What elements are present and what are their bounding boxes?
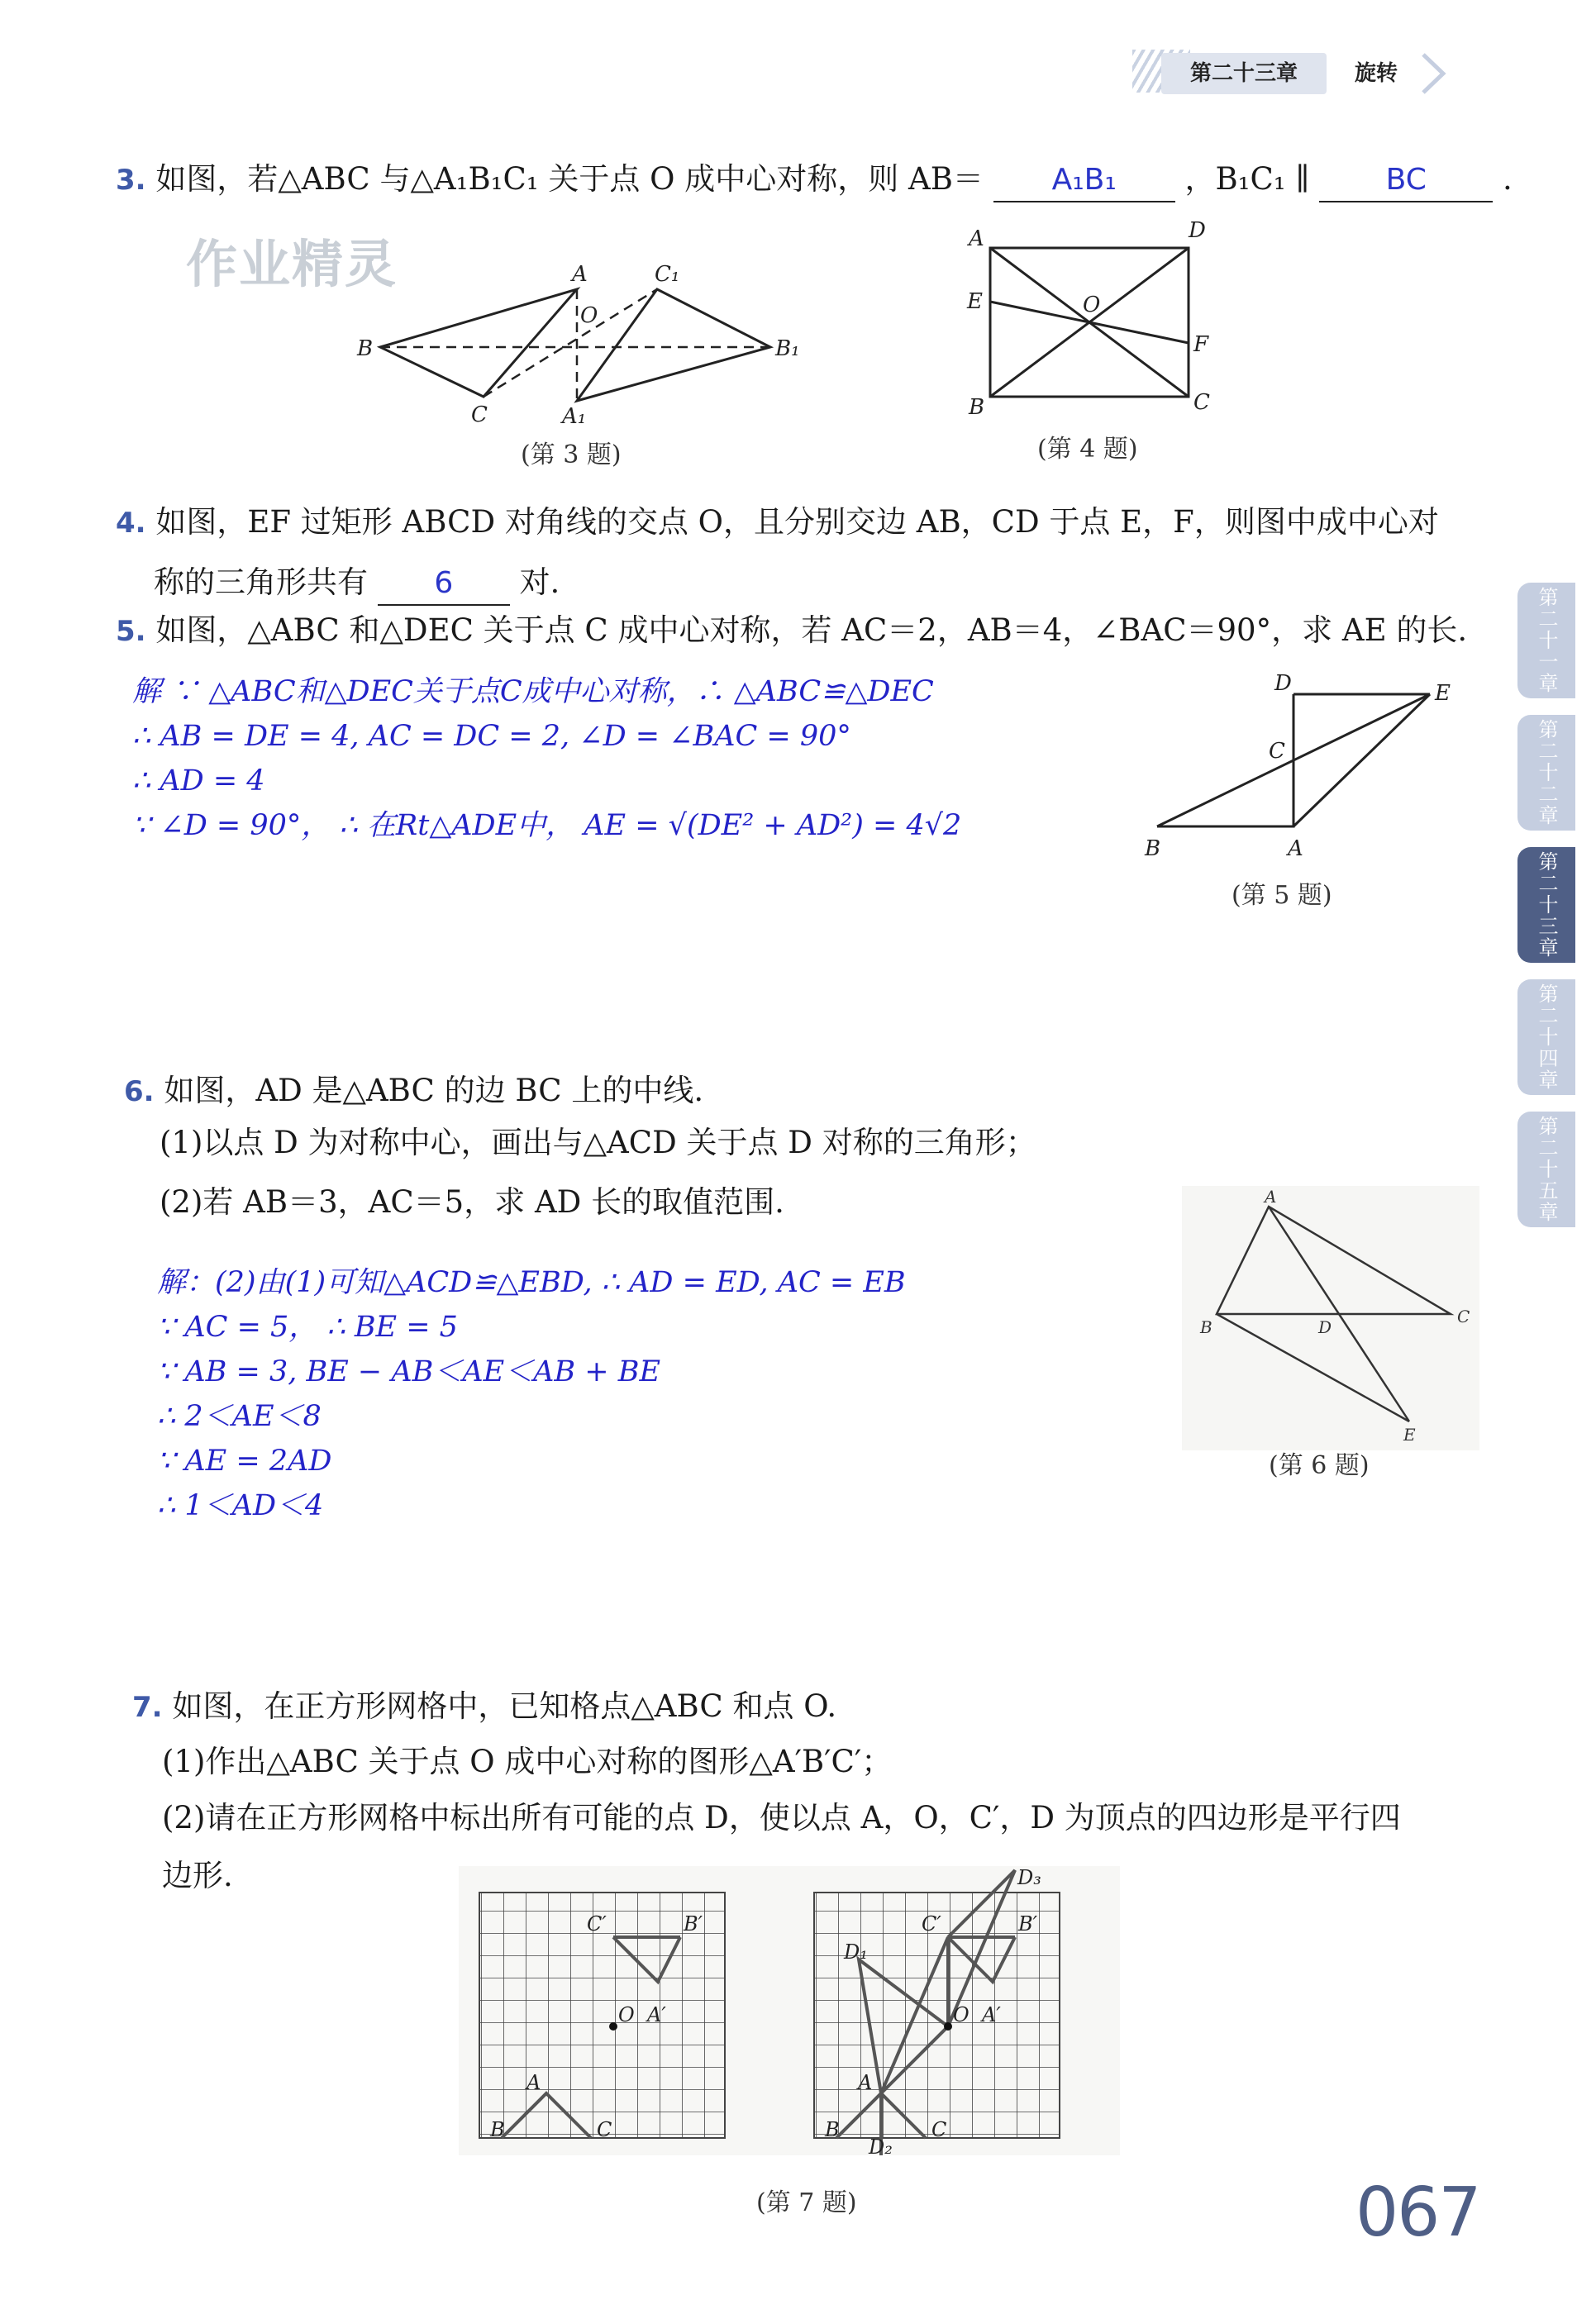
figure-6 <box>1182 1186 1479 1450</box>
fig3-label-A: A <box>572 262 588 287</box>
question-6-text: 如图，AD 是△ABC 的边 BC 上的中线. <box>164 1073 704 1108</box>
q6-solution-line-4: ∴ 2＜AE＜8 <box>157 1400 322 1433</box>
question-4-text-2b: 对. <box>519 564 560 600</box>
q5-solution-line-2: ∴ AB = DE = 4, AC = DC = 2, ∠D = ∠BAC = 90° <box>132 720 851 753</box>
fig5-label-A: A <box>1288 836 1303 861</box>
page-number: 067 <box>1355 2174 1480 2252</box>
fig7a-label-B: B <box>490 2118 505 2141</box>
fig7b-label-C-prime: C′ <box>922 1912 941 1935</box>
figure-5 <box>1132 665 1463 872</box>
fig7b-label-D2: D₂ <box>869 2135 893 2155</box>
question-6-part1: (1)以点 D 为对称中心，画出与△ACD 关于点 D 对称的三角形； <box>160 1125 1036 1160</box>
fig3-label-A1: A₁ <box>562 404 587 429</box>
question-3-text-b: ，B₁C₁ ∥ <box>1184 161 1310 197</box>
watermark-logo: 作业精灵 <box>186 234 398 294</box>
question-7-part2: (2)请在正方形网格中标出所有可能的点 D，使以点 A，O，C′，D 为顶点的四边形是平行四 <box>162 1800 1401 1835</box>
side-tab-ch23[interactable]: 第二十三章 <box>1517 847 1575 963</box>
grid-right <box>814 1866 1060 2155</box>
q5-solution-line-1: 解 ∵ △ABC和△DEC关于点C成中心对称，∴ △ABC≌△DEC <box>132 675 934 708</box>
fig5-label-E: E <box>1435 681 1451 706</box>
fig7b-label-C: C <box>931 2118 947 2141</box>
caption-fig3: (第 3 题) <box>521 440 622 469</box>
caption-fig6: (第 6 题) <box>1269 1451 1370 1480</box>
fig7b-label-A: A <box>858 2071 873 2094</box>
fig4-label-D: D <box>1189 218 1206 243</box>
fig6-label-B: B <box>1200 1317 1212 1337</box>
caption-fig7: (第 7 题) <box>756 2188 857 2217</box>
figure-7 <box>459 1866 1120 2155</box>
fig7a-label-A: A <box>526 2071 541 2094</box>
q6-solution-line-1: 解：(2)由(1)可知△ACD≌△EBD, ∴ AD = ED, AC = EB <box>157 1266 906 1299</box>
question-5-text: 如图，△ABC 和△DEC 关于点 C 成中心对称，若 AC＝2，AB＝4，∠BAC＝90°，求 AE 的长. <box>155 612 1468 648</box>
fig4-label-O: O <box>1083 293 1101 317</box>
chapter-label: 第二十三章 <box>1161 53 1327 94</box>
question-7-text: 如图，在正方形网格中，已知格点△ABC 和点 O. <box>172 1688 837 1724</box>
fig7a-label-O: O <box>618 2003 635 2026</box>
side-tab-ch24[interactable]: 第二十四章 <box>1517 979 1575 1095</box>
question-4-blank <box>378 562 510 606</box>
q5-solution-line-3: ∴ AD = 4 <box>132 764 265 798</box>
fig7b-label-D3: D₃ <box>1017 1866 1041 1889</box>
question-7-part2b: 边形. <box>162 1858 233 1893</box>
fig4-label-B: B <box>969 395 985 420</box>
question-7-part1: (1)作出△ABC 关于点 O 成中心对称的图形△A′B′C′； <box>162 1744 893 1779</box>
fig5-label-C: C <box>1269 739 1285 764</box>
question-5-number: 5. <box>116 615 146 648</box>
fig7a-label-B-prime: B′ <box>684 1912 703 1935</box>
grid-left <box>479 1893 725 2141</box>
question-3-blank-1 <box>993 159 1175 202</box>
fig7b-label-B: B <box>825 2118 840 2141</box>
side-tab-ch22[interactable]: 第二十二章 <box>1517 715 1575 831</box>
question-3-answer-1: A₁B₁ <box>1051 163 1117 197</box>
fig3-label-O: O <box>580 303 598 328</box>
question-4-line1: 如图，EF 过矩形 ABCD 对角线的交点 O，且分别交边 AB，CD 于点 E，F，则图中成中心对 <box>155 504 1439 540</box>
question-3-blank-2 <box>1319 159 1493 202</box>
question-3-answer-2: BC <box>1385 163 1427 197</box>
fig6-label-E: E <box>1403 1425 1416 1445</box>
fig6-label-D: D <box>1318 1317 1332 1337</box>
fig5-label-B: B <box>1145 836 1161 861</box>
fig7b-label-B-prime: B′ <box>1018 1912 1038 1935</box>
question-4-answer: 6 <box>434 566 454 600</box>
q6-solution-line-5: ∵ AE = 2AD <box>157 1445 332 1478</box>
fig4-label-C: C <box>1193 390 1210 415</box>
question-5 <box>116 610 1467 652</box>
question-4 <box>116 502 1439 544</box>
question-3-number: 3. <box>116 164 146 197</box>
caption-fig5: (第 5 题) <box>1232 881 1332 910</box>
section-label: 旋转 <box>1343 53 1446 94</box>
caption-fig4: (第 4 题) <box>1037 435 1138 464</box>
fig4-label-E: E <box>967 289 983 314</box>
question-7-number: 7. <box>132 1691 163 1724</box>
fig3-label-B: B <box>357 336 374 361</box>
fig7b-label-D1: D₁ <box>844 1940 868 1964</box>
question-6-number: 6. <box>124 1075 155 1108</box>
q5-solution-line-4: ∵ ∠D = 90°， ∴ 在Rt△ADE中， AE = √(DE² + AD²) = 4√2 <box>132 809 962 842</box>
side-tab-ch25[interactable]: 第二十五章 <box>1517 1112 1575 1227</box>
question-3 <box>116 159 1513 202</box>
question-5-solution <box>132 669 961 848</box>
side-tab-ch21[interactable]: 第二十一章 <box>1517 583 1575 698</box>
question-6-part2: (2)若 AB＝3，AC＝5，求 AD 长的取值范围. <box>160 1184 784 1220</box>
question-3-text: 如图，若△ABC 与△A₁B₁C₁ 关于点 O 成中心对称，则 AB＝ <box>155 161 984 197</box>
q6-solution-line-2: ∵ AC = 5， ∴ BE = 5 <box>157 1311 458 1344</box>
fig7a-label-A-prime: A′ <box>647 2003 666 2026</box>
q6-solution-line-6: ∴ 1＜AD＜4 <box>157 1489 324 1522</box>
question-4-line2 <box>154 562 560 606</box>
fig3-label-C: C <box>471 402 488 427</box>
fig7a-label-C: C <box>597 2118 612 2141</box>
figure-4 <box>959 211 1232 426</box>
fig6-label-A: A <box>1265 1187 1277 1207</box>
question-4-number: 4. <box>116 507 146 540</box>
fig7b-label-A-prime: A′ <box>982 2003 1001 2026</box>
question-7 <box>132 1686 836 1728</box>
fig4-label-F: F <box>1193 332 1209 357</box>
fig4-label-A: A <box>969 226 984 251</box>
question-4-text-2a: 称的三角形共有 <box>154 564 368 600</box>
fig3-label-C1: C₁ <box>655 262 680 287</box>
question-3-text-c: . <box>1503 161 1513 197</box>
fig6-label-C: C <box>1457 1307 1470 1326</box>
question-6-solution <box>157 1260 906 1528</box>
fig7b-label-O: O <box>953 2003 970 2026</box>
fig7a-label-C-prime: C′ <box>587 1912 607 1935</box>
fig3-label-B1: B₁ <box>775 336 800 361</box>
chevron-right-icon <box>1422 53 1446 94</box>
figure-3 <box>347 256 818 455</box>
q6-solution-line-3: ∵ AB = 3, BE − AB＜AE＜AB + BE <box>157 1355 660 1388</box>
fig5-label-D: D <box>1274 671 1292 696</box>
question-6 <box>124 1070 703 1112</box>
